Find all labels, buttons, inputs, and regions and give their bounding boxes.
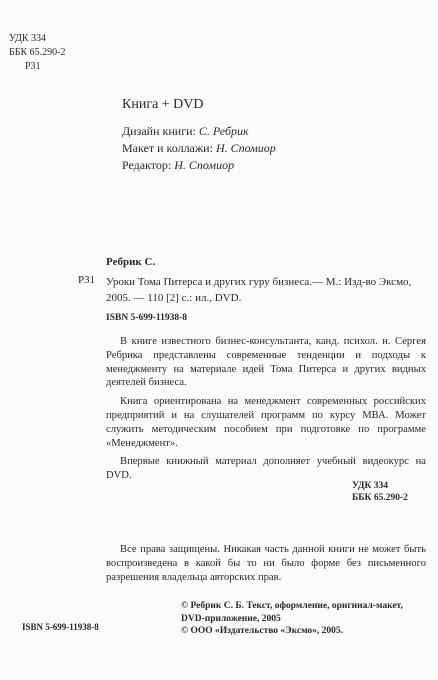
book-title: Книга + DVD (122, 97, 204, 112)
copyright-line: © Ребрик С. Б. Текст, оформление, оригинал-макет, (181, 601, 403, 611)
classification-block (9, 32, 65, 74)
credit-layout (122, 140, 276, 157)
bib-code: Р31 (78, 274, 96, 286)
isbn-bottom: ISBN 5-699-11938-8 (22, 622, 99, 632)
copyright-block (181, 600, 403, 638)
abstract (106, 335, 426, 488)
credit-label: Макет и коллажи: (122, 141, 216, 155)
udk-code: УДК 334 (9, 33, 47, 44)
credit-value: Н. Спомиор (174, 158, 235, 172)
author-code: Р31 (25, 61, 41, 72)
abstract-paragraph: В книге известного бизнес-консультанта, канд. психол. н. Сергея Ребрика представлены современные тенденции и подходы к менеджменту на материале идей Тома Питерса и других видных деятелей бизнеса. (106, 336, 426, 389)
abstract-paragraph: Книга ориентирована на менеджмент современных российских предприятий и на слушателей программ по курсу МВА. Может служить методическим пособием при подготовке по программе «Менеджмент». (106, 396, 426, 449)
copyright-line: © ООО «Издательство «Эксмо», 2005. (181, 626, 344, 636)
rights-text: Все права защищены. Никакая часть данной книги не может быть воспроизведена в какой бы то ни было форме без письменного разрешения владельца авторских прав. (106, 544, 426, 583)
bib-isbn: ISBN 5-699-11938-8 (106, 313, 188, 323)
credit-label: Редактор: (122, 158, 175, 172)
rights-notice (106, 543, 426, 584)
bbk-code: ББК 65.290-2 (9, 47, 66, 58)
credit-label: Дизайн книги: (122, 124, 199, 138)
classification-right (352, 480, 408, 504)
bib-author: Ребрик С. (106, 256, 156, 268)
credit-value: Н. Спомиор (215, 141, 276, 155)
title-credits-block (122, 97, 276, 174)
credit-value: С. Ребрик (198, 124, 249, 138)
udk-code-right: УДК 334 (352, 481, 389, 491)
bbk-code-right: ББК 65.290-2 (352, 493, 408, 503)
bib-description: Уроки Тома Питерса и других гуру бизнеса.— М.: Изд-во Эксмо, 2005. — 110 [2] с.: ил., DVD. (106, 276, 412, 304)
credit-editor (122, 157, 276, 174)
credit-design (122, 123, 276, 140)
copyright-line: DVD-приложение, 2005 (181, 613, 281, 624)
abstract-paragraph: Впервые книжный материал дополняет учебный видеокурс на DVD. (106, 456, 426, 482)
